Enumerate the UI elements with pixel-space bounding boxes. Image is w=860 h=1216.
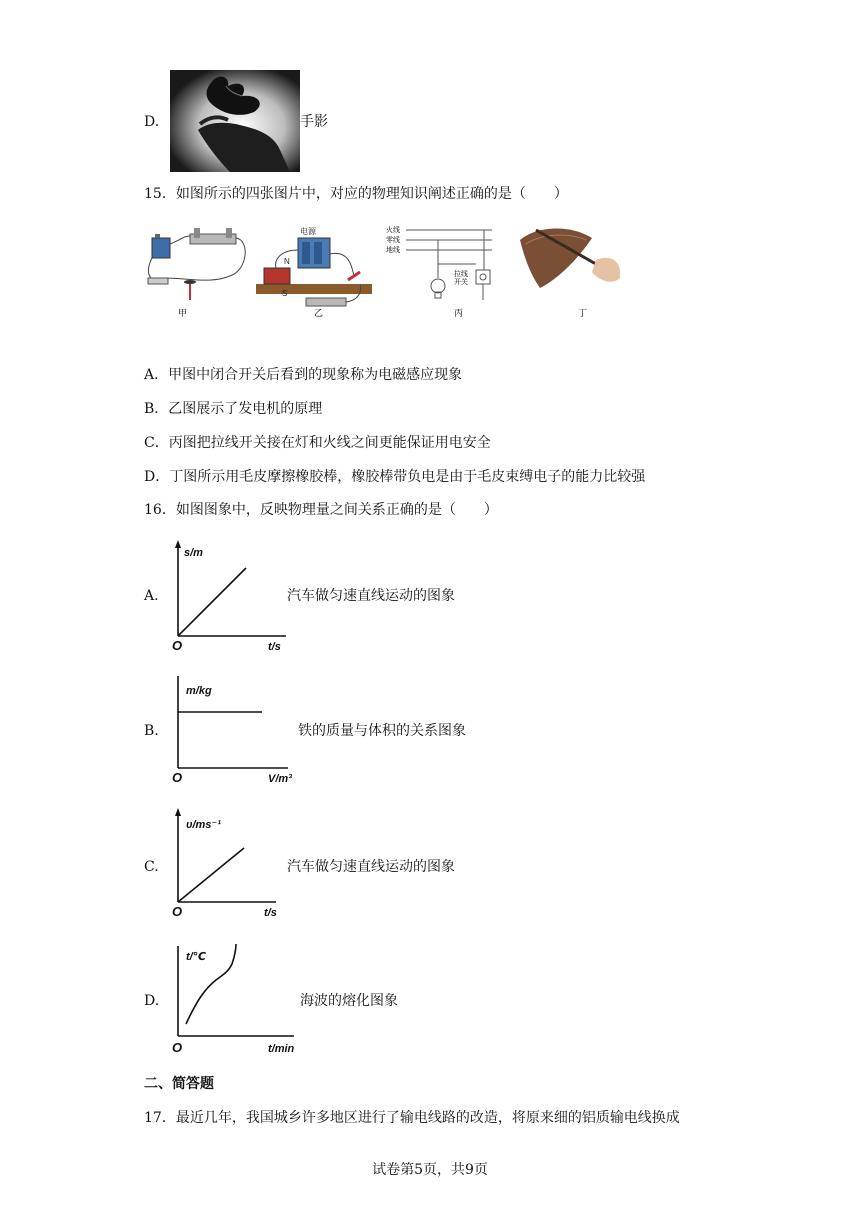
graph-a <box>168 536 298 656</box>
q16-option-a-text: 汽车做匀速直线运动的图象 <box>287 588 455 604</box>
figure-bing-pull: 拉线 <box>454 271 468 278</box>
q16-option-c-text: 汽车做匀速直线运动的图象 <box>287 859 455 875</box>
figure-bing-neutral: 零线 <box>386 237 400 244</box>
q14-option-d-text: 手影 <box>300 114 328 130</box>
graph-a-x-axis: t/s <box>268 641 281 653</box>
graph-c <box>168 806 298 926</box>
figure-bing <box>386 225 492 300</box>
q15-stem: 15．如图所示的四张图片中，对应的物理知识阐述正确的是（ ） <box>144 186 568 202</box>
q17-stem: 17．最近几年，我国城乡许多地区进行了输电线路的改造，将原来细的铝质输电线换成 <box>144 1110 680 1126</box>
figure-yi-label: 乙 <box>314 308 324 318</box>
q15-option-a: A．甲图中闭合开关后看到的现象称为电磁感应现象 <box>144 367 463 383</box>
section-title: 二、简答题 <box>144 1076 214 1092</box>
q16-stem: 16．如图图象中，反映物理量之间关系正确的是（ ） <box>144 502 498 518</box>
figure-ding <box>520 228 620 288</box>
q16-option-b-label: B. <box>144 723 159 739</box>
figure-yi-s: S <box>282 289 288 298</box>
figure-yi-power-label: 电源 <box>300 227 316 236</box>
figure-bing-label: 丙 <box>454 308 464 318</box>
graph-d-x-axis: t/min <box>268 1043 295 1055</box>
q15-figures <box>140 220 630 324</box>
q16-option-d-text: 海波的熔化图象 <box>300 993 398 1009</box>
graph-a-y-axis: s/m <box>184 547 203 559</box>
figure-yi-n: N <box>284 257 290 266</box>
graph-d-y-axis: t/℃ <box>186 951 207 963</box>
hand-shadow-photo <box>170 70 300 172</box>
figure-bing-fire: 火线 <box>386 227 400 234</box>
figure-bing-switch: 开关 <box>454 279 468 286</box>
graph-b <box>168 672 298 792</box>
figure-jia-label: 甲 <box>178 308 188 318</box>
q16-option-c-label: C. <box>144 859 159 875</box>
figure-bing-ground: 地线 <box>386 247 400 254</box>
figure-yi <box>256 226 372 306</box>
graph-a-origin: O <box>172 638 183 653</box>
page-footer: 试卷第5页，共9页 <box>372 1162 488 1178</box>
q14-option-d-label: D. <box>144 114 160 130</box>
figure-ding-label: 丁 <box>578 308 588 318</box>
q15-option-d: D．丁图所示用毛皮摩擦橡胶棒，橡胶棒带负电是由于毛皮束缚电子的能力比较强 <box>144 469 646 485</box>
graph-c-x-axis: t/s <box>264 907 277 919</box>
q16-option-a-label: A. <box>144 588 159 604</box>
q16-option-d-label: D. <box>144 993 160 1009</box>
graph-c-origin: O <box>172 904 183 919</box>
graph-b-x-axis: V/m³ <box>268 773 292 785</box>
graph-c-y-axis: υ/ms⁻¹ <box>186 819 221 831</box>
q16-option-b-text: 铁的质量与体积的关系图象 <box>298 723 466 739</box>
graph-d <box>168 942 304 1062</box>
figure-jia <box>148 228 245 300</box>
q15-option-b: B．乙图展示了发电机的原理 <box>144 401 323 417</box>
graph-b-y-axis: m/kg <box>186 685 212 697</box>
graph-d-origin: O <box>172 1040 183 1055</box>
q15-option-c: C．丙图把拉线开关接在灯和火线之间更能保证用电安全 <box>144 435 491 451</box>
graph-b-origin: O <box>172 770 183 785</box>
